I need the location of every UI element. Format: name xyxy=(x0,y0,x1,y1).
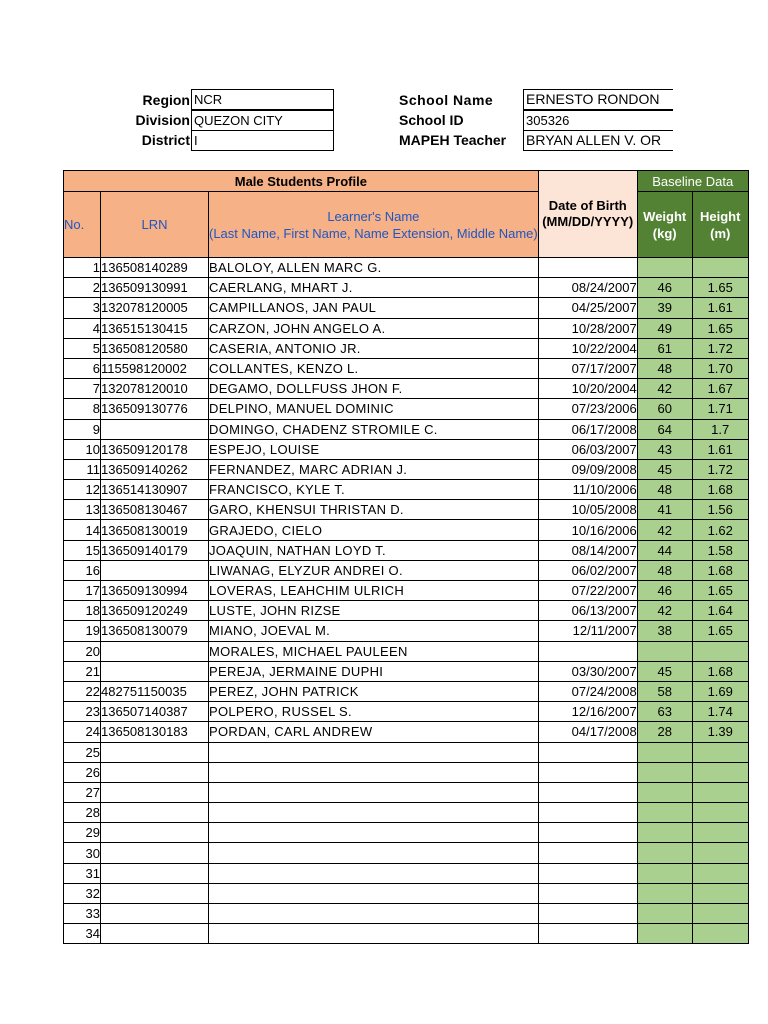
learner-name-cell[interactable]: COLLANTES, KENZO L. xyxy=(209,358,539,378)
col-header-lrn: LRN xyxy=(101,192,209,258)
row-number-cell[interactable]: 1 xyxy=(64,258,101,278)
col-header-weight-line1: Weight xyxy=(643,208,687,224)
table-row xyxy=(64,823,749,843)
height-cell[interactable]: 1.56 xyxy=(692,500,748,520)
height-cell[interactable]: 1.68 xyxy=(692,661,748,681)
row-number-cell[interactable]: 17 xyxy=(64,581,101,601)
learner-name-cell[interactable]: GRAJEDO, CIELO xyxy=(209,520,539,540)
learner-name-cell[interactable]: DEGAMO, DOLLFUSS JHON F. xyxy=(209,379,539,399)
row-number-cell[interactable]: 5 xyxy=(64,338,101,358)
height-cell[interactable]: 1.67 xyxy=(692,379,748,399)
lrn-cell[interactable] xyxy=(101,641,209,661)
region-label: Region xyxy=(142,92,190,108)
table-row xyxy=(64,641,749,661)
learner-name-cell[interactable]: FERNANDEZ, MARC ADRIAN J. xyxy=(209,459,539,479)
weight-cell[interactable]: 58 xyxy=(637,681,692,701)
height-cell[interactable]: 1.72 xyxy=(692,459,748,479)
height-cell[interactable] xyxy=(692,641,748,661)
learner-name-cell[interactable]: DOMINGO, CHADENZ STROMILE C. xyxy=(209,419,539,439)
height-cell[interactable]: 1.74 xyxy=(692,702,748,722)
col-header-height xyxy=(692,192,748,258)
table-row xyxy=(64,358,749,378)
weight-cell[interactable] xyxy=(637,904,692,924)
row-number-cell[interactable]: 9 xyxy=(64,419,101,439)
height-cell[interactable] xyxy=(692,742,748,762)
row-number-cell[interactable]: 23 xyxy=(64,702,101,722)
baseline-data-title: Baseline Data xyxy=(637,171,748,192)
weight-cell[interactable]: 45 xyxy=(637,459,692,479)
height-cell[interactable]: 1.65 xyxy=(692,621,748,641)
learner-name-cell[interactable] xyxy=(209,823,539,843)
lrn-cell[interactable] xyxy=(101,843,209,863)
table-row xyxy=(64,419,749,439)
weight-cell[interactable]: 63 xyxy=(637,702,692,722)
col-header-name-line2: (Last Name, First Name, Name Extension, Middle Name) xyxy=(209,225,538,241)
table-row xyxy=(64,782,749,802)
date-of-birth-cell[interactable]: 10/22/2004 xyxy=(538,338,637,358)
col-header-learner-name xyxy=(209,192,539,258)
row-number-cell[interactable]: 10 xyxy=(64,439,101,459)
date-of-birth-cell[interactable] xyxy=(538,782,637,802)
school-id-field[interactable]: 305326 xyxy=(523,110,673,131)
height-cell[interactable] xyxy=(692,762,748,782)
weight-cell[interactable]: 39 xyxy=(637,298,692,318)
learner-name-cell[interactable] xyxy=(209,742,539,762)
height-cell[interactable] xyxy=(692,782,748,802)
row-number-cell[interactable]: 31 xyxy=(64,863,101,883)
lrn-cell[interactable]: 132078120010 xyxy=(101,379,209,399)
lrn-cell[interactable]: 136509130994 xyxy=(101,581,209,601)
weight-cell[interactable]: 42 xyxy=(637,601,692,621)
row-number-cell[interactable]: 15 xyxy=(64,540,101,560)
row-number-cell[interactable]: 16 xyxy=(64,560,101,580)
date-of-birth-cell[interactable]: 10/05/2008 xyxy=(538,500,637,520)
weight-cell[interactable] xyxy=(637,258,692,278)
date-of-birth-cell[interactable] xyxy=(538,762,637,782)
table-row xyxy=(64,621,749,641)
lrn-cell[interactable]: 136508130183 xyxy=(101,722,209,742)
weight-cell[interactable]: 44 xyxy=(637,540,692,560)
table-row xyxy=(64,459,749,479)
table-row xyxy=(64,924,749,944)
lrn-cell[interactable]: 482751150035 xyxy=(101,681,209,701)
school-name-field[interactable]: ERNESTO RONDON xyxy=(523,89,673,110)
lrn-cell[interactable] xyxy=(101,883,209,903)
row-number-cell[interactable]: 18 xyxy=(64,601,101,621)
row-number-cell[interactable]: 12 xyxy=(64,480,101,500)
lrn-cell[interactable] xyxy=(101,924,209,944)
weight-cell[interactable]: 42 xyxy=(637,379,692,399)
table-row xyxy=(64,500,749,520)
date-of-birth-cell[interactable]: 03/30/2007 xyxy=(538,661,637,681)
lrn-cell[interactable]: 136509120178 xyxy=(101,439,209,459)
learner-name-cell[interactable] xyxy=(209,924,539,944)
lrn-cell[interactable] xyxy=(101,782,209,802)
date-of-birth-cell[interactable] xyxy=(538,924,637,944)
weight-cell[interactable]: 41 xyxy=(637,500,692,520)
weight-cell[interactable]: 48 xyxy=(637,480,692,500)
row-number-cell[interactable]: 11 xyxy=(64,459,101,479)
learner-name-cell[interactable] xyxy=(209,883,539,903)
row-number-cell[interactable]: 26 xyxy=(64,762,101,782)
table-row xyxy=(64,278,749,298)
lrn-cell[interactable]: 136514130907 xyxy=(101,480,209,500)
height-cell[interactable]: 1.72 xyxy=(692,338,748,358)
table-title: Male Students Profile xyxy=(64,171,539,192)
table-row xyxy=(64,379,749,399)
col-header-dob-line2: (MM/DD/YYYY) xyxy=(542,214,634,229)
weight-cell[interactable]: 60 xyxy=(637,399,692,419)
date-of-birth-cell[interactable]: 10/28/2007 xyxy=(538,318,637,338)
col-header-height-line2: (m) xyxy=(710,225,731,241)
table-row xyxy=(64,258,749,278)
height-cell[interactable]: 1.68 xyxy=(692,480,748,500)
table-row xyxy=(64,863,749,883)
row-number-cell[interactable]: 27 xyxy=(64,782,101,802)
lrn-cell[interactable]: 136509140179 xyxy=(101,540,209,560)
weight-cell[interactable]: 61 xyxy=(637,338,692,358)
lrn-cell[interactable] xyxy=(101,742,209,762)
row-number-cell[interactable]: 30 xyxy=(64,843,101,863)
table-row xyxy=(64,883,749,903)
learner-name-cell[interactable] xyxy=(209,863,539,883)
table-row xyxy=(64,661,749,681)
learner-name-cell[interactable]: PEREZ, JOHN PATRICK xyxy=(209,681,539,701)
row-number-cell[interactable]: 19 xyxy=(64,621,101,641)
lrn-cell[interactable] xyxy=(101,863,209,883)
lrn-cell[interactable] xyxy=(101,560,209,580)
date-of-birth-cell[interactable]: 08/14/2007 xyxy=(538,540,637,560)
learner-name-cell[interactable] xyxy=(209,904,539,924)
row-number-cell[interactable]: 24 xyxy=(64,722,101,742)
height-cell[interactable]: 1.61 xyxy=(692,298,748,318)
height-cell[interactable]: 1.61 xyxy=(692,439,748,459)
row-number-cell[interactable]: 20 xyxy=(64,641,101,661)
weight-cell[interactable] xyxy=(637,823,692,843)
height-cell[interactable]: 1.65 xyxy=(692,581,748,601)
table-row xyxy=(64,480,749,500)
lrn-cell[interactable]: 136509130991 xyxy=(101,278,209,298)
weight-cell[interactable]: 48 xyxy=(637,358,692,378)
col-header-dob xyxy=(538,171,637,258)
height-cell[interactable] xyxy=(692,258,748,278)
lrn-cell[interactable] xyxy=(101,419,209,439)
date-of-birth-cell[interactable]: 04/17/2008 xyxy=(538,722,637,742)
col-header-weight xyxy=(637,192,692,258)
learner-name-cell[interactable]: LOVERAS, LEAHCHIM ULRICH xyxy=(209,581,539,601)
table-row xyxy=(64,803,749,823)
row-number-cell[interactable]: 33 xyxy=(64,904,101,924)
row-number-cell[interactable]: 21 xyxy=(64,661,101,681)
row-number-cell[interactable]: 29 xyxy=(64,823,101,843)
learner-name-cell[interactable] xyxy=(209,782,539,802)
weight-cell[interactable] xyxy=(637,863,692,883)
weight-cell[interactable] xyxy=(637,782,692,802)
division-field[interactable]: QUEZON CITY xyxy=(191,110,334,131)
col-header-dob-line1: Date of Birth xyxy=(548,198,627,213)
district-label: District xyxy=(141,132,190,148)
learner-name-cell[interactable] xyxy=(209,803,539,823)
date-of-birth-cell[interactable]: 09/09/2008 xyxy=(538,459,637,479)
lrn-cell[interactable]: 136515130415 xyxy=(101,318,209,338)
date-of-birth-cell[interactable]: 12/16/2007 xyxy=(538,702,637,722)
row-number-cell[interactable]: 13 xyxy=(64,500,101,520)
row-number-cell[interactable]: 32 xyxy=(64,883,101,903)
school-name-label: School Name xyxy=(399,92,494,108)
learner-name-cell[interactable]: POLPERO, RUSSEL S. xyxy=(209,702,539,722)
teacher-label: MAPEH Teacher xyxy=(399,132,507,148)
weight-cell[interactable] xyxy=(637,924,692,944)
date-of-birth-cell[interactable]: 06/17/2008 xyxy=(538,419,637,439)
height-cell[interactable]: 1.65 xyxy=(692,278,748,298)
height-cell[interactable] xyxy=(692,863,748,883)
learner-name-cell[interactable]: CASERIA, ANTONIO JR. xyxy=(209,338,539,358)
lrn-cell[interactable] xyxy=(101,803,209,823)
lrn-cell[interactable]: 136507140387 xyxy=(101,702,209,722)
learner-name-cell[interactable]: LIWANAG, ELYZUR ANDREI O. xyxy=(209,560,539,580)
lrn-cell[interactable]: 136508130079 xyxy=(101,621,209,641)
weight-cell[interactable]: 38 xyxy=(637,621,692,641)
row-number-cell[interactable]: 34 xyxy=(64,924,101,944)
height-cell[interactable]: 1.70 xyxy=(692,358,748,378)
date-of-birth-cell[interactable] xyxy=(538,641,637,661)
school-id-label: School ID xyxy=(399,112,464,128)
lrn-cell[interactable]: 136508140289 xyxy=(101,258,209,278)
height-cell[interactable]: 1.62 xyxy=(692,520,748,540)
table-row xyxy=(64,338,749,358)
lrn-cell[interactable]: 136509120249 xyxy=(101,601,209,621)
height-cell[interactable]: 1.39 xyxy=(692,722,748,742)
table-row xyxy=(64,843,749,863)
date-of-birth-cell[interactable]: 06/02/2007 xyxy=(538,560,637,580)
district-field[interactable]: I xyxy=(191,130,334,151)
date-of-birth-cell[interactable]: 12/11/2007 xyxy=(538,621,637,641)
height-cell[interactable] xyxy=(692,823,748,843)
table-row xyxy=(64,560,749,580)
table-row xyxy=(64,298,749,318)
height-cell[interactable] xyxy=(692,924,748,944)
table-row xyxy=(64,681,749,701)
lrn-cell[interactable] xyxy=(101,904,209,924)
date-of-birth-cell[interactable]: 06/03/2007 xyxy=(538,439,637,459)
row-number-cell[interactable]: 7 xyxy=(64,379,101,399)
weight-cell[interactable]: 43 xyxy=(637,439,692,459)
lrn-cell[interactable]: 136509130776 xyxy=(101,399,209,419)
date-of-birth-cell[interactable] xyxy=(538,883,637,903)
table-row xyxy=(64,702,749,722)
lrn-cell[interactable]: 136508130019 xyxy=(101,520,209,540)
row-number-cell[interactable]: 6 xyxy=(64,358,101,378)
table-row xyxy=(64,520,749,540)
weight-cell[interactable]: 45 xyxy=(637,661,692,681)
row-number-cell[interactable]: 2 xyxy=(64,278,101,298)
row-number-cell[interactable]: 4 xyxy=(64,318,101,338)
date-of-birth-cell[interactable]: 07/23/2006 xyxy=(538,399,637,419)
height-cell[interactable]: 1.68 xyxy=(692,560,748,580)
table-row xyxy=(64,601,749,621)
teacher-field[interactable]: BRYAN ALLEN V. OR xyxy=(523,130,673,151)
weight-cell[interactable] xyxy=(637,641,692,661)
weight-cell[interactable] xyxy=(637,883,692,903)
learner-name-cell[interactable]: ESPEJO, LOUISE xyxy=(209,439,539,459)
row-number-cell[interactable]: 22 xyxy=(64,681,101,701)
weight-cell[interactable]: 28 xyxy=(637,722,692,742)
lrn-cell[interactable]: 136508120580 xyxy=(101,338,209,358)
date-of-birth-cell[interactable]: 07/24/2008 xyxy=(538,681,637,701)
table-row xyxy=(64,399,749,419)
date-of-birth-cell[interactable] xyxy=(538,742,637,762)
row-number-cell[interactable]: 8 xyxy=(64,399,101,419)
height-cell[interactable]: 1.7 xyxy=(692,419,748,439)
height-cell[interactable] xyxy=(692,883,748,903)
col-header-height-line1: Height xyxy=(699,208,741,224)
height-cell[interactable]: 1.71 xyxy=(692,399,748,419)
learner-name-cell[interactable]: FRANCISCO, KYLE T. xyxy=(209,480,539,500)
col-header-name-line1: Learner's Name xyxy=(327,208,420,224)
learner-name-cell[interactable]: BALOLOY, ALLEN MARC G. xyxy=(209,258,539,278)
weight-cell[interactable] xyxy=(637,843,692,863)
learner-name-cell[interactable]: PEREJA, JERMAINE DUPHI xyxy=(209,661,539,681)
lrn-cell[interactable] xyxy=(101,762,209,782)
col-header-no: No. xyxy=(64,192,101,258)
date-of-birth-cell[interactable]: 11/10/2006 xyxy=(538,480,637,500)
learner-name-cell[interactable] xyxy=(209,843,539,863)
weight-cell[interactable] xyxy=(637,742,692,762)
learner-name-cell[interactable]: MORALES, MICHAEL PAULEEN xyxy=(209,641,539,661)
height-cell[interactable]: 1.58 xyxy=(692,540,748,560)
height-cell[interactable] xyxy=(692,803,748,823)
row-number-cell[interactable]: 28 xyxy=(64,803,101,823)
row-number-cell[interactable]: 3 xyxy=(64,298,101,318)
region-field[interactable]: NCR xyxy=(191,89,334,110)
table-row xyxy=(64,439,749,459)
date-of-birth-cell[interactable]: 10/20/2004 xyxy=(538,379,637,399)
learner-name-cell[interactable]: LUSTE, JOHN RIZSE xyxy=(209,601,539,621)
learner-name-cell[interactable]: CAMPILLANOS, JAN PAUL xyxy=(209,298,539,318)
date-of-birth-cell[interactable] xyxy=(538,904,637,924)
date-of-birth-cell[interactable]: 07/22/2007 xyxy=(538,581,637,601)
height-cell[interactable] xyxy=(692,843,748,863)
row-number-cell[interactable]: 25 xyxy=(64,742,101,762)
date-of-birth-cell[interactable] xyxy=(538,863,637,883)
weight-cell[interactable]: 48 xyxy=(637,560,692,580)
col-header-weight-line2: (kg) xyxy=(652,225,677,241)
lrn-cell[interactable]: 132078120005 xyxy=(101,298,209,318)
date-of-birth-cell[interactable] xyxy=(538,823,637,843)
learner-name-cell[interactable]: GARO, KHENSUI THRISTAN D. xyxy=(209,500,539,520)
weight-cell[interactable]: 46 xyxy=(637,581,692,601)
weight-cell[interactable] xyxy=(637,762,692,782)
date-of-birth-cell[interactable] xyxy=(538,843,637,863)
learner-name-cell[interactable]: CARZON, JOHN ANGELO A. xyxy=(209,318,539,338)
date-of-birth-cell[interactable]: 04/25/2007 xyxy=(538,298,637,318)
weight-cell[interactable] xyxy=(637,803,692,823)
date-of-birth-cell[interactable] xyxy=(538,258,637,278)
lrn-cell[interactable]: 136509140262 xyxy=(101,459,209,479)
row-number-cell[interactable]: 14 xyxy=(64,520,101,540)
learner-name-cell[interactable]: CAERLANG, MHART J. xyxy=(209,278,539,298)
table-row xyxy=(64,540,749,560)
division-label: Division xyxy=(135,112,190,128)
date-of-birth-cell[interactable]: 06/13/2007 xyxy=(538,601,637,621)
lrn-cell[interactable] xyxy=(101,661,209,681)
learner-name-cell[interactable]: MIANO, JOEVAL M. xyxy=(209,621,539,641)
lrn-cell[interactable]: 115598120002 xyxy=(101,358,209,378)
date-of-birth-cell[interactable]: 07/17/2007 xyxy=(538,358,637,378)
table-row xyxy=(64,581,749,601)
date-of-birth-cell[interactable]: 10/16/2006 xyxy=(538,520,637,540)
table-row xyxy=(64,318,749,338)
lrn-cell[interactable] xyxy=(101,823,209,843)
learner-name-cell[interactable]: JOAQUIN, NATHAN LOYD T. xyxy=(209,540,539,560)
date-of-birth-cell[interactable]: 08/24/2007 xyxy=(538,278,637,298)
learner-name-cell[interactable] xyxy=(209,762,539,782)
date-of-birth-cell[interactable] xyxy=(538,803,637,823)
height-cell[interactable]: 1.64 xyxy=(692,601,748,621)
table-row xyxy=(64,904,749,924)
table-row xyxy=(64,742,749,762)
male-students-table xyxy=(63,170,749,944)
learner-name-cell[interactable]: PORDAN, CARL ANDREW xyxy=(209,722,539,742)
weight-cell[interactable]: 49 xyxy=(637,318,692,338)
table-row xyxy=(64,722,749,742)
student-rows xyxy=(64,258,749,944)
lrn-cell[interactable]: 136508130467 xyxy=(101,500,209,520)
height-cell[interactable] xyxy=(692,904,748,924)
weight-cell[interactable]: 64 xyxy=(637,419,692,439)
weight-cell[interactable]: 46 xyxy=(637,278,692,298)
height-cell[interactable]: 1.65 xyxy=(692,318,748,338)
table-row xyxy=(64,762,749,782)
height-cell[interactable]: 1.69 xyxy=(692,681,748,701)
learner-name-cell[interactable]: DELPINO, MANUEL DOMINIC xyxy=(209,399,539,419)
weight-cell[interactable]: 42 xyxy=(637,520,692,540)
